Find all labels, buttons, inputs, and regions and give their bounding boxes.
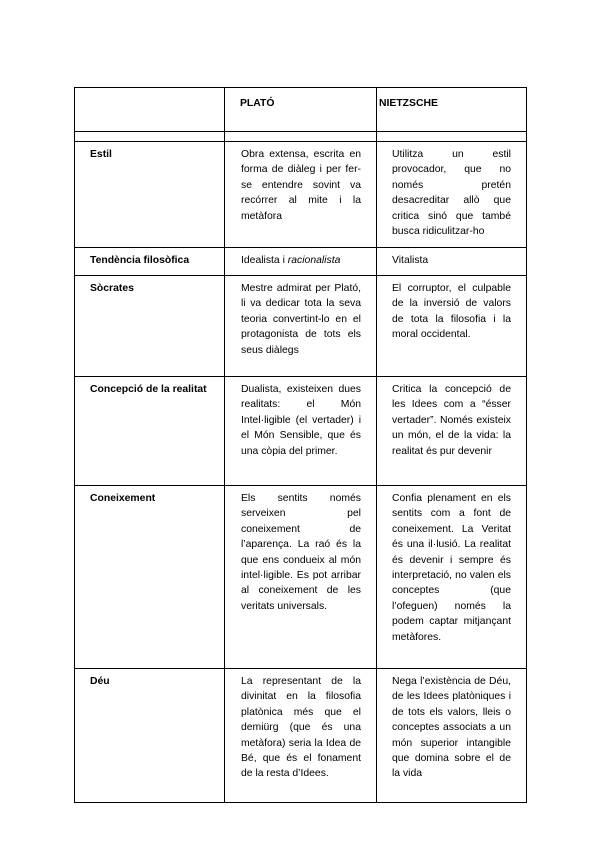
spacer-row xyxy=(75,132,527,142)
table-row xyxy=(75,486,527,669)
spacer-cell xyxy=(225,132,377,142)
comparison-table xyxy=(74,87,527,803)
plato-cell: Els sentits només serveixen pel coneixement de l’aparença. La raó és la que ens condueix al món intel·ligible. Es pot arribar al coneixement de les veritats universals. xyxy=(225,486,377,669)
plato-cell: Mestre admirat per Plató, li va dedicar tota la seva teoria convertint-lo en el protagonista de tots els seus diàlegs xyxy=(225,276,377,377)
table-row xyxy=(75,142,527,248)
row-label-tendencia: Tendència filosòfica xyxy=(75,248,225,276)
nietzsche-cell: Utilitza un estil provocador, que no només pretén desacreditar allò que critica sinó que també busca ridiculitzar-ho xyxy=(377,142,527,248)
row-label-estil: Estil xyxy=(75,142,225,248)
nietzsche-cell: Critica la concepció de les Idees com a “ésser vertader”. Només existeix un món, el de la vida: la realitat és pur devenir xyxy=(377,377,527,486)
row-label-concepcio: Concepció de la realitat xyxy=(75,377,225,486)
table-row xyxy=(75,276,527,377)
plato-cell: Obra extensa, escrita en forma de diàleg i per fer-se entendre sovint va recórrer al mite i la metàfora xyxy=(225,142,377,248)
plato-text-prefix: Idealista i xyxy=(241,255,288,266)
table-row xyxy=(75,669,527,803)
plato-cell: La representant de la divinitat en la filosofia platònica més que el demiürg (que és una metàfora) seria la Idea de Bé, que és el fonament de la resta d’Idees. xyxy=(225,669,377,803)
table-row xyxy=(75,248,527,276)
spacer-cell xyxy=(75,132,225,142)
plato-text-emphasis: racionalista xyxy=(287,255,341,266)
spacer-cell xyxy=(377,132,527,142)
nietzsche-cell: Vitalista xyxy=(377,248,527,276)
plato-cell xyxy=(225,248,377,276)
nietzsche-cell: Nega l’existència de Déu, de les Idees platòniques i de tots els valors, lleis o conceptes associats a un món superior intangible que domina sobre el de la vida xyxy=(377,669,527,803)
header-nietzsche: NIETZSCHE xyxy=(377,88,527,132)
row-label-coneixement: Coneixement xyxy=(75,486,225,669)
row-label-deu: Déu xyxy=(75,669,225,803)
table-row xyxy=(75,377,527,486)
nietzsche-cell: El corruptor, el culpable de la inversió de valors de tota la filosofia i la moral occidental. xyxy=(377,276,527,377)
header-empty-cell xyxy=(75,88,225,132)
header-row xyxy=(75,88,527,132)
nietzsche-cell: Confia plenament en els sentits com a font de coneixement. La Veritat és una il·lusió. La realitat és devenir i sempre és interpretació, no valen els conceptes (que l’ofeguen) només la podem captar mitjançant metàfores. xyxy=(377,486,527,669)
row-label-socrates: Sòcrates xyxy=(75,276,225,377)
header-plato: PLATÓ xyxy=(225,88,377,132)
plato-cell: Dualista, existeixen dues realitats: el Món Intel·ligible (el vertader) i el Món Sensible, que és una còpia del primer. xyxy=(225,377,377,486)
